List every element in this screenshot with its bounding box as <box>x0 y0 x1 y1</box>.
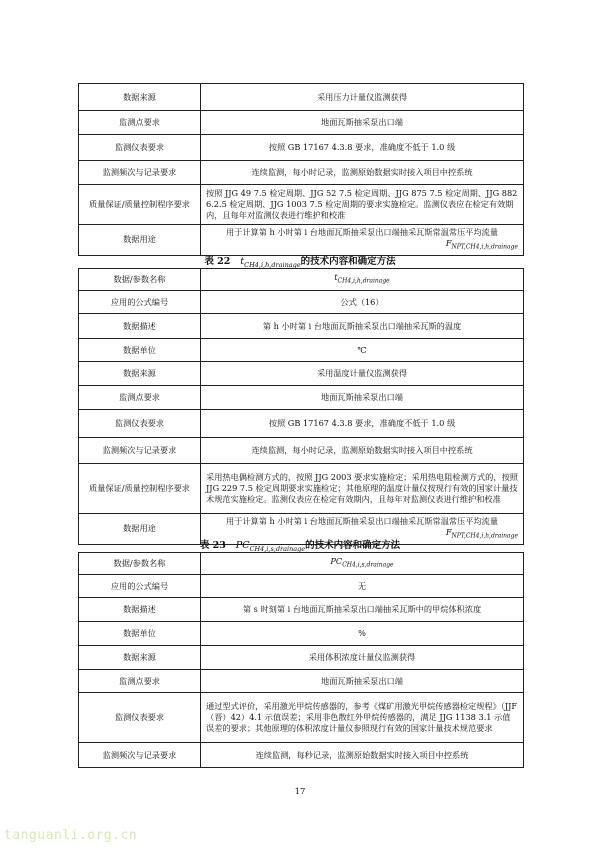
table-row <box>79 291 524 314</box>
parameter-symbol: $t_{CH4,i,h,drainage}$ <box>201 269 524 291</box>
row-value: 公式（16） <box>201 291 524 314</box>
page-number: 17 <box>294 787 306 797</box>
table-23 <box>78 552 524 768</box>
row-value: 按照 JJG 49 7.5 检定周期、JJG 52 7.5 检定周期、JJG 875 7.5 检定周期、JJG 882 6.2.5 检定周期、JJG 1003 7.5 检定周期的要求实施检定。监测仪表应在检定有效期内，且每年对监测仪表进行维护和校准 <box>201 185 524 225</box>
row-value: 按照 GB 17167 4.3.8 要求，准确度不低于 1.0 级 <box>201 410 524 438</box>
table-row <box>79 464 524 514</box>
table-row <box>79 670 524 693</box>
table-row <box>79 225 524 256</box>
row-label: 监测点要求 <box>79 386 201 410</box>
table-21-continued <box>78 83 524 256</box>
table-row <box>79 553 524 575</box>
usage-text: 用于计算第 h 小时第 i 台地面瓦斯抽采泵出口端抽采瓦斯常温常压平均流量 <box>225 516 499 526</box>
row-label: 监测点要求 <box>79 111 201 135</box>
row-label: 监测仪表要求 <box>79 693 201 743</box>
parameter-symbol: $PC_{CH4,i,s,drainage}$ <box>201 553 524 575</box>
table-row <box>79 622 524 646</box>
row-label: 数据单位 <box>79 622 201 646</box>
table-row <box>79 84 524 111</box>
row-value: % <box>201 622 524 646</box>
table-row <box>79 135 524 161</box>
table-row <box>79 339 524 362</box>
table-row <box>79 598 524 622</box>
row-label: 数据单位 <box>79 339 201 362</box>
row-label: 数据来源 <box>79 84 201 111</box>
row-label: 监测仪表要求 <box>79 410 201 438</box>
table-22 <box>78 268 524 545</box>
table-22-caption: 表 22 $t_{CH4,i,h,drainage}$的技术内容和确定方法 <box>204 256 396 269</box>
row-label: 监测频次与记录要求 <box>79 743 201 768</box>
table-row <box>79 386 524 410</box>
row-value: 采用体积浓度计量仪监测获得 <box>201 646 524 670</box>
row-label: 监测频次与记录要求 <box>79 161 201 185</box>
row-label: 监测频次与记录要求 <box>79 438 201 464</box>
row-value: 采用压力计量仪监测获得 <box>201 84 524 111</box>
table-row <box>79 362 524 386</box>
table-row <box>79 314 524 339</box>
row-value: 地面瓦斯抽采泵出口端 <box>201 111 524 135</box>
row-value: 连续监测，每小时记录，监测原始数据实时接入项目中控系统 <box>201 438 524 464</box>
table-23-caption: 表 23 $PC_{CH4,i,s,drainage}$的技术内容和确定方法 <box>199 540 401 553</box>
table-row <box>79 410 524 438</box>
row-value <box>201 225 524 256</box>
row-value: 连续监测，每秒记录，监测原始数据实时接入项目中控系统 <box>201 743 524 768</box>
row-label: 监测仪表要求 <box>79 135 201 161</box>
row-label: 数据来源 <box>79 362 201 386</box>
table-row <box>79 575 524 598</box>
row-label: 应用的公式编号 <box>79 291 201 314</box>
table-row <box>79 693 524 743</box>
row-label: 应用的公式编号 <box>79 575 201 598</box>
table-row <box>79 111 524 135</box>
row-label: 质量保证/质量控制程序要求 <box>79 185 201 225</box>
usage-text: 用于计算第 h 小时第 i 台地面瓦斯抽采泵出口端抽采瓦斯常温常压平均流量 <box>225 227 499 237</box>
row-label: 数据/参数名称 <box>79 269 201 291</box>
usage-symbol: $F_{NPT,CH4,i,h,drainage}$ <box>445 527 518 540</box>
row-value: 采用温度计量仪监测获得 <box>201 362 524 386</box>
row-label: 数据/参数名称 <box>79 553 201 575</box>
row-label: 数据用途 <box>79 514 201 545</box>
row-value: 无 <box>201 575 524 598</box>
table-row <box>79 269 524 291</box>
row-value: 地面瓦斯抽采泵出口端 <box>201 670 524 693</box>
row-label: 监测点要求 <box>79 670 201 693</box>
row-value: 按照 GB 17167 4.3.8 要求，准确度不低于 1.0 级 <box>201 135 524 161</box>
row-label: 质量保证/质量控制程序要求 <box>79 464 201 514</box>
row-label: 数据用途 <box>79 225 201 256</box>
row-label: 数据描述 <box>79 314 201 339</box>
table-row <box>79 743 524 768</box>
row-value: ℃ <box>201 339 524 362</box>
table-row <box>79 161 524 185</box>
table-row <box>79 185 524 225</box>
row-label: 数据描述 <box>79 598 201 622</box>
row-value: 地面瓦斯抽采泵出口端 <box>201 386 524 410</box>
row-value: 第 s 时刻第 i 台地面瓦斯抽采泵出口端抽采瓦斯中的甲烷体积浓度 <box>201 598 524 622</box>
row-value: 第 h 小时第 i 台地面瓦斯抽采泵出口端抽采瓦斯的温度 <box>201 314 524 339</box>
table-row <box>79 646 524 670</box>
row-value: 采用热电偶检测方式的，按照 JJG 2003 要求实施检定；采用热电阻检测方式的，按照 JJG 229 7.5 检定周期要求实施检定；其他原理的温度计量仪按现行有效的国家计量技术规范实施检定。监测仪表应在检定有效期内，且每年对监测仪表进行维护和校准 <box>201 464 524 514</box>
row-value: 通过型式评价，采用激光甲烷传感器的，参考《煤矿用激光甲烷传感器检定规程》（JJF（晋）42）4.1 示值误差；采用非色散红外甲烷传感器的，满足 JJG 1138 3.1 示值误差的要求；其他原理的体积浓度计量仪参照现行有效的国家计量技术规范要求 <box>201 693 524 743</box>
watermark: tanguanli.org.cn <box>4 828 138 843</box>
row-value: 连续监测，每小时记录，监测原始数据实时接入项目中控系统 <box>201 161 524 185</box>
usage-symbol: $F_{NPT,CH4,i,h,drainage}$ <box>445 238 518 251</box>
row-label: 数据来源 <box>79 646 201 670</box>
table-row <box>79 438 524 464</box>
